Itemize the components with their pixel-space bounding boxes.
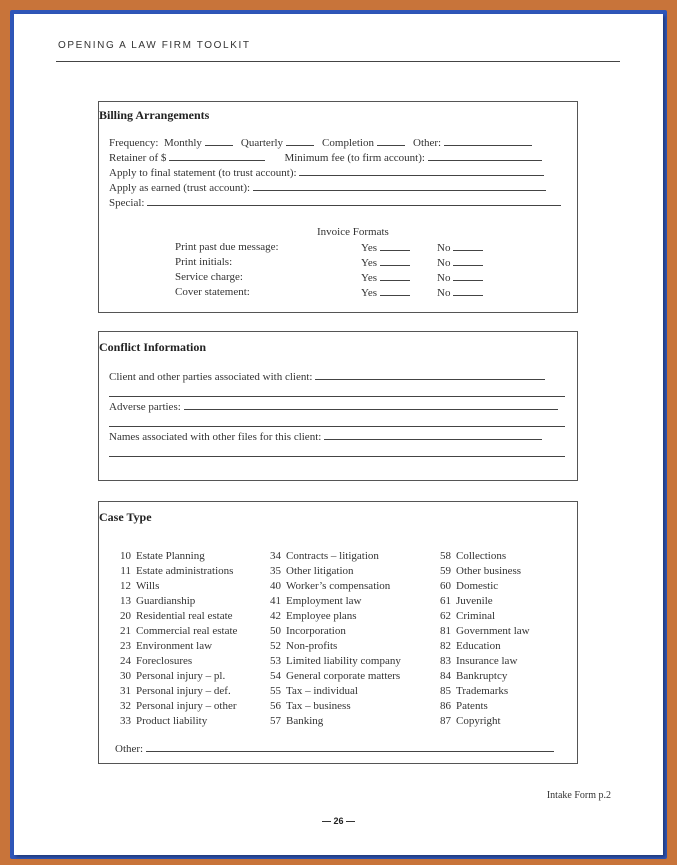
frequency-label: Frequency: [109,137,159,149]
case-code: 56 [270,700,281,712]
case-type-item[interactable] [263,594,401,609]
apply-final-row [109,166,544,179]
yes-option [361,286,410,299]
no-option [437,241,483,254]
case-code: 53 [270,655,281,667]
header-rule [56,61,620,62]
case-label: Trademarks [456,685,509,697]
completion-blank[interactable] [377,136,405,146]
yes-blank[interactable] [380,271,410,281]
case-label: Tax – business [286,700,351,712]
case-type-item[interactable] [263,609,401,624]
case-code: 62 [440,610,451,622]
case-label: Tax – individual [286,685,358,697]
form-label: Intake Form p.2 [546,790,611,801]
minimum-fee-label: Minimum fee (to firm account): [284,152,425,164]
case-label: Estate administrations [136,565,234,577]
invoice-row-label: Cover statement: [175,286,250,298]
case-code: 55 [270,685,281,697]
yes-blank[interactable] [380,256,410,266]
case-label: Insurance law [456,655,518,667]
case-type-item[interactable] [113,609,237,624]
case-type-item[interactable] [263,639,401,654]
no-blank[interactable] [453,241,483,251]
case-type-column-1 [113,549,237,729]
case-type-item[interactable] [433,594,530,609]
special-label: Special: [109,197,145,209]
case-type-item[interactable] [113,549,237,564]
names-other-blank[interactable] [324,430,542,440]
case-type-item[interactable] [263,654,401,669]
case-label: Estate Planning [136,550,205,562]
case-code: 50 [270,625,281,637]
special-blank[interactable] [147,196,561,206]
case-type-item[interactable] [263,564,401,579]
invoice-row-service [175,271,243,283]
case-code: 87 [440,715,451,727]
case-label: Contracts – litigation [286,550,379,562]
case-type-item[interactable] [113,714,237,729]
case-other-label: Other: [115,743,144,755]
case-label: Domestic [456,580,499,592]
case-code: 30 [120,670,131,682]
case-label: Personal injury – other [136,700,237,712]
invoice-row-label: Service charge: [175,271,243,283]
no-blank[interactable] [453,286,483,296]
case-type-item[interactable] [113,669,237,684]
case-type-item[interactable] [433,639,530,654]
case-code: 23 [120,640,131,652]
case-code: 59 [440,565,451,577]
case-type-item[interactable] [113,564,237,579]
no-blank[interactable] [453,256,483,266]
case-label: Juvenile [456,595,493,607]
case-type-item[interactable] [263,699,401,714]
conflict-section [98,331,578,481]
case-other-row [115,742,554,755]
invoice-row-label: Print past due message: [175,241,279,253]
client-parties-continuation-line[interactable] [109,396,565,397]
case-code: 33 [120,715,131,727]
no-label: No [437,272,451,284]
case-code: 32 [120,700,131,712]
case-code: 60 [440,580,451,592]
apply-earned-blank[interactable] [253,181,546,191]
case-type-item[interactable] [433,684,530,699]
case-code: 85 [440,685,451,697]
yes-blank[interactable] [380,286,410,296]
case-type-item[interactable] [433,564,530,579]
no-label: No [437,287,451,299]
quarterly-label: Quarterly [240,137,284,149]
case-label: Banking [286,715,324,727]
case-code: 24 [120,655,131,667]
case-code: 82 [440,640,451,652]
client-parties-label: Client and other parties associated with client: [109,371,313,383]
client-parties-blank[interactable] [315,370,545,380]
no-option [437,256,483,269]
case-type-item[interactable] [433,669,530,684]
yes-option [361,256,410,269]
yes-label: Yes [361,272,378,284]
case-code: 31 [120,685,131,697]
no-option [437,271,483,284]
case-type-item[interactable] [113,639,237,654]
frequency-row [109,136,532,149]
case-code: 86 [440,700,451,712]
conflict-title: Conflict Information [99,340,206,354]
no-label: No [437,257,451,269]
case-type-column-2 [263,549,401,729]
invoice-formats-title: Invoice Formats [317,226,389,238]
case-label: Government law [456,625,530,637]
case-other-blank[interactable] [146,742,554,752]
case-code: 34 [270,550,281,562]
no-option [437,286,483,299]
case-code: 58 [440,550,451,562]
retainer-label: Retainer of $ [109,152,167,164]
case-label: Bankruptcy [456,670,508,682]
yes-label: Yes [361,242,378,254]
retainer-row [109,151,542,164]
case-code: 54 [270,670,281,682]
case-label: Wills [136,580,160,592]
special-row [109,196,561,209]
case-type-section [98,501,578,764]
names-other-row [109,430,542,443]
running-header: OPENING A LAW FIRM TOOLKIT [58,40,251,51]
adverse-parties-label: Adverse parties: [109,401,181,413]
case-code: 42 [270,610,281,622]
names-other-label: Names associated with other files for this client: [109,431,322,443]
billing-title: Billing Arrangements [99,108,210,122]
adverse-continuation-line[interactable] [109,426,565,427]
case-type-item[interactable] [113,594,237,609]
case-type-item[interactable] [113,624,237,639]
case-label: Guardianship [136,595,196,607]
case-code: 84 [440,670,451,682]
case-label: Education [456,640,501,652]
case-type-item[interactable] [263,714,401,729]
case-label: Employee plans [286,610,357,622]
case-code: 10 [120,550,131,562]
case-label: Patents [456,700,488,712]
case-type-item[interactable] [113,699,237,714]
case-code: 52 [270,640,281,652]
case-type-item[interactable] [433,714,530,729]
case-label: Foreclosures [136,655,193,667]
case-label: Personal injury – pl. [136,670,226,682]
other-frequency-label: Other: [413,137,442,149]
no-blank[interactable] [453,271,483,281]
yes-label: Yes [361,257,378,269]
case-type-item[interactable] [263,549,401,564]
case-label: Worker’s compensation [286,580,391,592]
case-code: 20 [120,610,131,622]
case-type-item[interactable] [113,654,237,669]
case-code: 13 [120,595,131,607]
case-type-title: Case Type [99,510,152,524]
billing-section [98,101,578,313]
case-label: Environment law [136,640,213,652]
apply-earned-row [109,181,546,194]
page-number: — 26 — [321,816,355,826]
case-label: Other litigation [286,565,354,577]
client-parties-row [109,370,545,383]
case-label: Personal injury – def. [136,685,231,697]
other-frequency-blank[interactable] [444,136,532,146]
minimum-fee-blank[interactable] [428,151,542,161]
case-label: Copyright [456,715,501,727]
case-label: General corporate matters [286,670,401,682]
case-code: 41 [270,595,281,607]
case-code: 35 [270,565,281,577]
case-label: Criminal [456,610,496,622]
case-code: 61 [440,595,451,607]
yes-label: Yes [361,287,378,299]
names-other-continuation-line[interactable] [109,456,565,457]
case-type-item[interactable] [433,624,530,639]
apply-final-blank[interactable] [299,166,544,176]
case-type-item[interactable] [263,579,401,594]
case-label: Non-profits [286,640,338,652]
adverse-parties-blank[interactable] [184,400,558,410]
case-label: Collections [456,550,507,562]
case-label: Incorporation [286,625,346,637]
case-type-item[interactable] [263,684,401,699]
case-code: 12 [120,580,131,592]
apply-earned-label: Apply as earned (trust account): [109,182,251,194]
case-code: 40 [270,580,281,592]
case-code: 81 [440,625,451,637]
case-label: Residential real estate [136,610,233,622]
yes-blank[interactable] [380,241,410,251]
case-type-item[interactable] [263,624,401,639]
quarterly-blank[interactable] [286,136,314,146]
case-type-item[interactable] [433,699,530,714]
case-label: Product liability [136,715,208,727]
retainer-blank[interactable] [169,151,265,161]
invoice-row-label: Print initials: [175,256,233,268]
yes-option [361,241,410,254]
case-type-item[interactable] [113,684,237,699]
case-label: Employment law [286,595,362,607]
invoice-row-past-due [175,241,279,253]
case-type-column-3 [433,549,530,729]
case-label: Limited liability company [286,655,401,667]
case-code: 57 [270,715,281,727]
case-type-item[interactable] [263,669,401,684]
case-label: Commercial real estate [136,625,238,637]
completion-label: Completion [322,137,374,149]
case-type-item[interactable] [433,579,530,594]
case-code: 11 [120,565,131,577]
case-type-item[interactable] [433,549,530,564]
apply-final-label: Apply to final statement (to trust account): [109,167,297,179]
invoice-row-initials [175,256,232,268]
monthly-blank[interactable] [205,136,233,146]
case-code: 83 [440,655,451,667]
case-type-item[interactable] [433,654,530,669]
case-code: 21 [120,625,131,637]
invoice-row-cover [175,286,250,298]
case-type-item[interactable] [433,609,530,624]
adverse-parties-row [109,400,558,413]
case-type-item[interactable] [113,579,237,594]
case-label: Other business [456,565,522,577]
yes-option [361,271,410,284]
monthly-label: Monthly [163,137,202,149]
no-label: No [437,242,451,254]
